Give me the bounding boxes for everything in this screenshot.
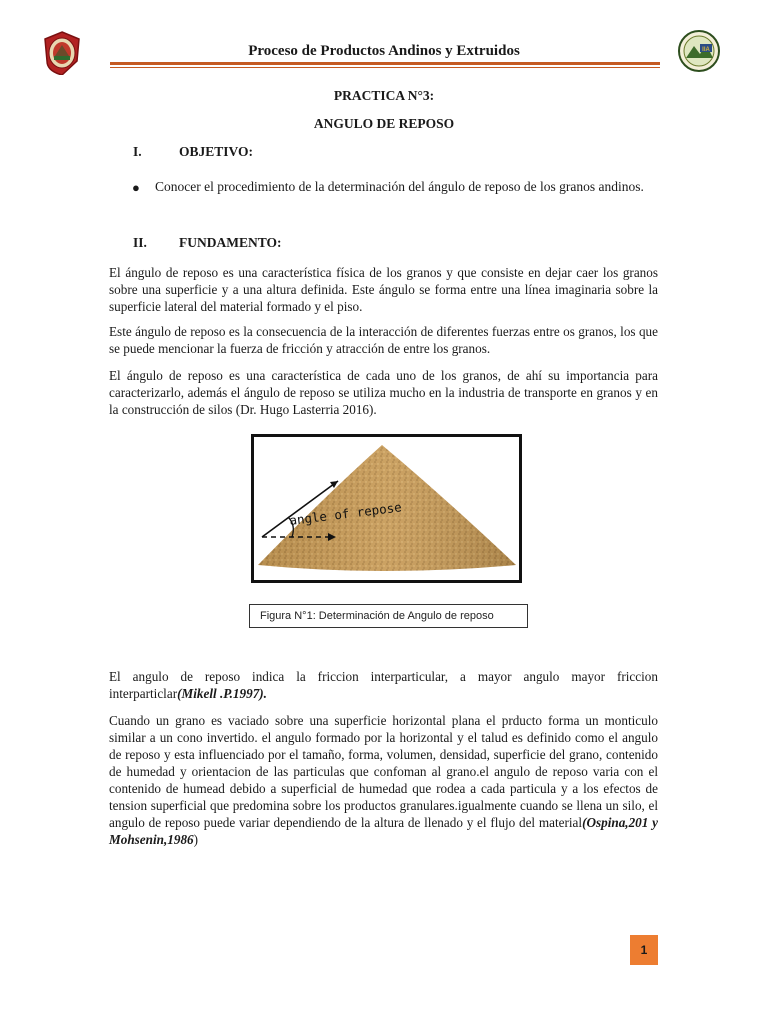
paragraph-3: El ángulo de reposo es una característica de cada uno de los granos, de ahí su importancia para caracterizarlo, además el ángulo de reposo se utiliza mucho en la industria de transporte en granos y en la construcción de silos (Dr. Hugo Lasterria 2016). (109, 368, 658, 417)
logo-text: IIA (702, 47, 710, 53)
practica-subtitle: ANGULO DE REPOSO (313, 116, 455, 131)
section-title-objetivo: OBJETIVO: (179, 144, 253, 159)
page-number: 1 (630, 935, 658, 965)
bullet-icon: ● (132, 180, 140, 195)
paragraph-1: El ángulo de reposo es una característica física de los granos y que consiste en dejar caer los granos sobre una superficie y a una altura definida. Este ángulo se forma entre una línea imaginaria sobre la superficie lateral del material formado y el piso. (109, 265, 658, 314)
figure-label: angle of repose (288, 499, 403, 528)
section-number-1: I. (133, 144, 142, 159)
paragraph-4-citation: (Mikell .P.1997). (177, 686, 267, 701)
objetivo-bullet-text: Conocer el procedimiento de la determinación del ángulo de reposo de los granos andinos. (155, 179, 644, 194)
paragraph-2: Este ángulo de reposo es la consecuencia de la interacción de diferentes fuerzas entre os granos, los que se puede mencionar la fuerza de fricción y atracción de entre los granos. (109, 324, 658, 356)
paragraph-4 (109, 668, 658, 702)
section-title-fundamento: FUNDAMENTO: (179, 235, 282, 250)
paragraph-5-end: ) (193, 832, 199, 847)
engineering-logo (678, 28, 720, 74)
figure-caption: Figura N°1: Determinación de Angulo de reposo (249, 604, 528, 628)
paragraph-5 (109, 712, 658, 848)
paragraph-5-text: Cuando un grano es vaciado sobre una superficie horizontal plana el prducto forma un monticulo similar a un cono invertido. el angulo formado por la horizontal y el talud es definido como el angulo de reposo y esta influenciado por el tamaño, forma, volumen, densidad, superficie del grano, contenido de humedad y orientacion de las particulas que confoman al grano.el angulo de reposo varia con el contenido de humead debido a superficial de humedad que rodea a cada particula y a los efectos de tension superficial que predomina sobre los productos granulares.igualmente cuando se llena un silo, el angulo de reposo puede variar dependiendo de la altura de llenado y el flujo del material (109, 713, 658, 830)
header-rule-thick (110, 62, 660, 65)
university-logo (43, 31, 81, 75)
header-title: Proceso de Productos Andinos y Extruidos (248, 43, 520, 59)
practica-title: PRACTICA N°3: (333, 88, 435, 103)
figure-angle-of-repose (251, 434, 522, 583)
header-rule-thin (110, 67, 660, 68)
paragraph-4-text: El angulo de reposo indica la friccion interparticular, a mayor angulo mayor friccion interparticlar (109, 669, 658, 701)
paragraph-5-citation: (Ospina,201 y Mohsenin,1986 (109, 815, 658, 847)
section-number-2: II. (133, 235, 147, 250)
